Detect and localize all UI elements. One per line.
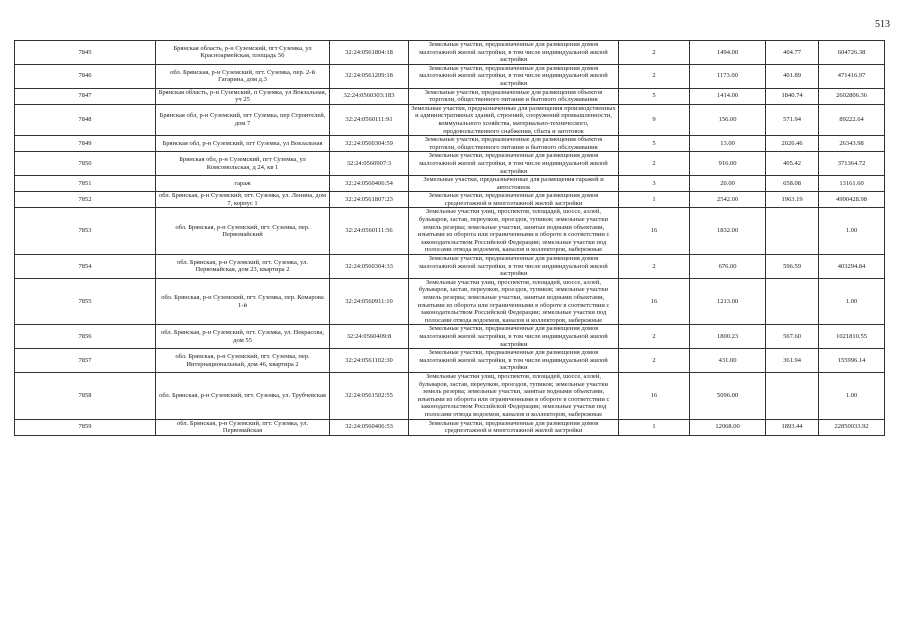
record-number: 7848 [15,104,156,135]
land-use-cell: Земельные участки улиц, проспектов, площадей, шоссе, аллей, бульваров, застав, переулков, проездов, тупиков; земельные участки земель резерва; земельные участки, занятые водными объектами, изъятыми из оборота или ограниченными в обороте в соответствии с законодательством Российской Федерации; земельные участки под полосами отвода водоемов, каналов и коллекторов, набережные [409,208,619,255]
area-cell: 1832.00 [690,208,766,255]
area-cell: 1213.00 [690,278,766,325]
cadastral-value-cell: 604726.38 [819,41,885,65]
land-use-cell: Земельные участки, предназначенные для размещения объектов торговли, общественного питания и бытового обслуживания [409,88,619,104]
table-row [15,208,885,255]
address-cell: гараж [156,176,330,192]
group-code-cell: 16 [619,372,690,419]
area-cell: 1173.00 [690,64,766,88]
group-code-cell: 3 [619,176,690,192]
cadastral-number-cell: 32:24:0560907:3 [330,152,409,176]
cadastral-value-table [14,40,885,436]
record-number: 7849 [15,136,156,152]
specific-value-cell [766,278,819,325]
specific-value-cell [766,372,819,419]
record-number: 7858 [15,372,156,419]
land-use-cell: Земельные участки, предназначенные для размещения домов малоэтажной жилой застройки, в том числе индивидуальной жилой застройки [409,152,619,176]
group-code-cell: 2 [619,64,690,88]
land-use-cell: Земельные участки, предназначенные для размещения домов малоэтажной жилой застройки, в том числе индивидуальной жилой застройки [409,325,619,349]
cadastral-number-cell: 32:24:0561807:23 [330,192,409,208]
address-cell: обл. Брянская, р-н Суземский, пгт. Суземка, пер. Интернациональный, дом 46, квартира 2 [156,349,330,373]
address-cell: Брянская обл, р-н Суземский, пгт Суземка, ул Вокзальная [156,136,330,152]
address-cell: обл. Брянская, р-н Суземский, пгт. Суземка, ул. Ленина, дом 7, корпус 1 [156,192,330,208]
cadastral-value-cell: 89222.64 [819,104,885,135]
record-number: 7845 [15,41,156,65]
record-number: 7856 [15,325,156,349]
specific-value-cell: 1840.74 [766,88,819,104]
land-use-cell: Земельные участки, предназначенные для размещения домов малоэтажной жилой застройки, в том числе индивидуальной жилой застройки [409,64,619,88]
cadastral-value-cell: 403294.84 [819,255,885,279]
table-row [15,278,885,325]
cadastral-value-cell: 26343.98 [819,136,885,152]
land-use-cell: Земельные участки улиц, проспектов, площадей, шоссе, аллей, бульваров, застав, переулков, проездов, тупиков; земельные участки земель резерва; земельные участки, занятые водными объектами, изъятыми из оборота или ограниченными в обороте в соответствии с законодательством Российской Федерации; земельные участки под полосами отвода водоемов, каналов и коллекторов, набережные [409,372,619,419]
area-cell: 5096.00 [690,372,766,419]
group-code-cell: 2 [619,349,690,373]
table-row [15,419,885,435]
table-row [15,192,885,208]
address-cell: обл. Брянская, р-н Суземский, пгт. Суземка, пер. Первомайский [156,208,330,255]
specific-value-cell: 1963.19 [766,192,819,208]
specific-value-cell: 2026.46 [766,136,819,152]
address-cell: Брянская обл, р-н Суземский, пгт Суземка, пер Строителей, дом 7 [156,104,330,135]
cadastral-number-cell: 32:24:0560111:56 [330,208,409,255]
table-row [15,349,885,373]
land-use-cell: Земельные участки, предназначенные для размещения домов малоэтажной жилой застройки, в том числе индивидуальной жилой застройки [409,41,619,65]
area-cell: 20.00 [690,176,766,192]
group-code-cell: 5 [619,136,690,152]
cadastral-number-cell: 32:24:0560304:59 [330,136,409,152]
area-cell: 1494.00 [690,41,766,65]
cadastral-value-cell: 1021810.55 [819,325,885,349]
table-row [15,88,885,104]
cadastral-number-cell: 32:24:0560911:10 [330,278,409,325]
table-row [15,64,885,88]
record-number: 7846 [15,64,156,88]
area-cell: 1800.23 [690,325,766,349]
cadastral-number-cell: 32:24:0561502:55 [330,372,409,419]
cadastral-number-cell: 32:24:0561209:18 [330,64,409,88]
specific-value-cell: 1893.44 [766,419,819,435]
address-cell: обл. Брянская, р-н Суземский, пгт. Суземка, ул. Некрасова, дом 55 [156,325,330,349]
area-cell: 156.00 [690,104,766,135]
specific-value-cell: 567.60 [766,325,819,349]
cadastral-value-cell: 13161.60 [819,176,885,192]
cadastral-number-cell: 32:24:0561102:30 [330,349,409,373]
specific-value-cell: 658.08 [766,176,819,192]
area-cell: 431.00 [690,349,766,373]
cadastral-value-cell: 155996.14 [819,349,885,373]
group-code-cell: 1 [619,192,690,208]
address-cell: обл. Брянская, р-н Суземский, пгт. Суземка, ул. Трубчевская [156,372,330,419]
group-code-cell: 2 [619,255,690,279]
area-cell: 916.00 [690,152,766,176]
cadastral-value-cell: 1.00 [819,278,885,325]
table-row [15,372,885,419]
record-number: 7855 [15,278,156,325]
record-number: 7852 [15,192,156,208]
land-use-cell: Земельные участки, предназначенные для размещения производственных и административных зданий, строений, сооружений промышленности, коммунального хозяйства, материально-технического, продовольственного снабжения, сбыта и заготовок [409,104,619,135]
page-number: 513 [875,19,890,30]
area-cell: 2542.00 [690,192,766,208]
address-cell: Брянская область, р-н Суземский, п Суземка, ул Вокзальная, уч 25 [156,88,330,104]
specific-value-cell: 405.42 [766,152,819,176]
table-row [15,41,885,65]
land-use-cell: Земельные участки, предназначенные для размещения гаражей и автостоянок [409,176,619,192]
land-use-cell: Земельные участки, предназначенные для размещения объектов торговли, общественного питания и бытового обслуживания [409,136,619,152]
cadastral-value-cell: 1.00 [819,208,885,255]
record-number: 7859 [15,419,156,435]
table-row [15,176,885,192]
group-code-cell: 2 [619,152,690,176]
table-row [15,104,885,135]
record-number: 7857 [15,349,156,373]
record-number: 7847 [15,88,156,104]
cadastral-value-cell: 2602806.36 [819,88,885,104]
land-use-cell: Земельные участки, предназначенные для размещения домов малоэтажной жилой застройки, в том числе индивидуальной жилой застройки [409,349,619,373]
record-number: 7853 [15,208,156,255]
group-code-cell: 2 [619,41,690,65]
land-use-cell: Земельные участки, предназначенные для размещения домов среднеэтажной и многоэтажной жилой застройки [409,419,619,435]
table-row [15,255,885,279]
cadastral-number-cell: 32:24:0560406:54 [330,176,409,192]
table-row [15,325,885,349]
land-use-cell: Земельные участки, предназначенные для размещения домов среднеэтажной и многоэтажной жилой застройки [409,192,619,208]
group-code-cell: 16 [619,278,690,325]
area-cell: 12068.00 [690,419,766,435]
record-number: 7854 [15,255,156,279]
group-code-cell: 16 [619,208,690,255]
area-cell: 676.00 [690,255,766,279]
table-body [15,41,885,436]
area-cell: 13.00 [690,136,766,152]
table-row [15,152,885,176]
group-code-cell: 2 [619,325,690,349]
specific-value-cell: 571.94 [766,104,819,135]
area-cell: 1414.00 [690,88,766,104]
cadastral-number-cell: 32:24:0560303:183 [330,88,409,104]
specific-value-cell: 596.59 [766,255,819,279]
address-cell: обл. Брянская, р-н Суземский, пгт. Суземка, пер. 2-й Гагарина, дом д.3 [156,64,330,88]
cadastral-number-cell: 32:24:0560111:91 [330,104,409,135]
address-cell: Брянская обл, р-н Суземский, пгт Суземка, ул Комсомольская, д 24, кв 1 [156,152,330,176]
cadastral-value-cell: 4990428.98 [819,192,885,208]
address-cell: Брянская область, р-н Суземский, пгт Суземка, ул Красноармейская, площадь 56 [156,41,330,65]
cadastral-number-cell: 32:24:0560304:33 [330,255,409,279]
land-use-cell: Земельные участки улиц, проспектов, площадей, шоссе, аллей, бульваров, застав, переулков, проездов, тупиков; земельные участки земель резерва; земельные участки, занятые водными объектами, изъятыми из оборота или ограниченными в обороте в соответствии с законодательством Российской Федерации; земельные участки под полосами отвода водоемов, каналов и коллекторов, набережные [409,278,619,325]
cadastral-value-cell: 22850033.92 [819,419,885,435]
cadastral-number-cell: 32:24:0560409:8 [330,325,409,349]
address-cell: обл. Брянская, р-н Суземский, пгт. Суземка, ул. Первомайская [156,419,330,435]
specific-value-cell: 361.94 [766,349,819,373]
table-row [15,136,885,152]
cadastral-value-cell: 371364.72 [819,152,885,176]
specific-value-cell: 401.89 [766,64,819,88]
group-code-cell: 5 [619,88,690,104]
group-code-cell: 9 [619,104,690,135]
cadastral-number-cell: 32:24:0560406:53 [330,419,409,435]
cadastral-number-cell: 32:24:0561804:18 [330,41,409,65]
cadastral-value-cell: 1.00 [819,372,885,419]
address-cell: обл. Брянская, р-н Суземский, пгт. Суземка, пер. Комарова 1-й [156,278,330,325]
specific-value-cell: 404.77 [766,41,819,65]
record-number: 7851 [15,176,156,192]
group-code-cell: 1 [619,419,690,435]
address-cell: обл. Брянская, р-н Суземский, пгт. Суземка, ул. Первомайская, дом 23, квартира 2 [156,255,330,279]
specific-value-cell [766,208,819,255]
record-number: 7850 [15,152,156,176]
land-use-cell: Земельные участки, предназначенные для размещения домов малоэтажной жилой застройки, в том числе индивидуальной жилой застройки [409,255,619,279]
cadastral-value-cell: 471416.97 [819,64,885,88]
